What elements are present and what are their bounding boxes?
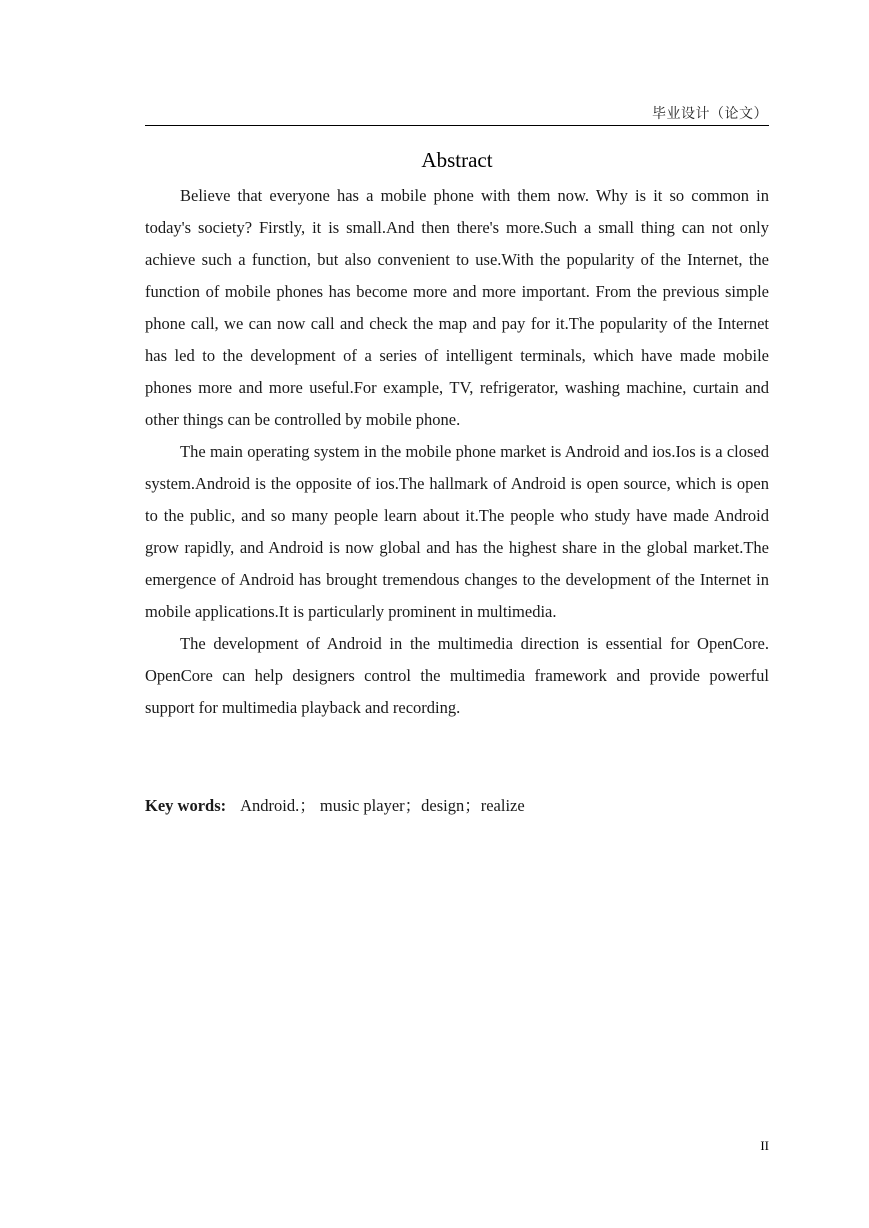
abstract-paragraph-2: The main operating system in the mobile phone market is Android and ios.Ios is a closed system.Android is the opposite of ios.The hallmark of Android is open source, which is open to the public, and so many people learn about it.The people who study have made Android grow rapidly, and Android is now global and has the highest share in the global market.The emergence of Android has brought tremendous changes to the development of the Internet in mobile applications.It is particularly prominent in multimedia. — [145, 442, 769, 621]
abstract-title: Abstract — [421, 148, 493, 172]
abstract-paragraph-3: The development of Android in the multimedia direction is essential for OpenCore. OpenCore can help designers control the multimedia framework and provide powerful support for multimedia playback and recording. — [145, 634, 769, 717]
page-number: II — [760, 1138, 769, 1153]
running-header: 毕业设计（论文） — [652, 106, 768, 122]
abstract-paragraph-1: Believe that everyone has a mobile phone with them now. Why is it so common in today's society? Firstly, it is small.And then there's more.Such a small thing can not only achieve such a function, but also convenient to use.With the popularity of the Internet, the function of mobile phones has become more and more important. From the previous simple phone call, we can now call and check the map and pay for it.The popularity of the Internet has led to the development of a series of intelligent terminals, which have made mobile phones more and more useful.For example, TV, refrigerator, washing machine, curtain and other things can be controlled by mobile phone. — [145, 186, 769, 429]
keywords-label: Key words: — [145, 796, 227, 815]
keywords-value: Android.； music player；design；realize — [240, 796, 525, 815]
abstract-body — [145, 180, 769, 724]
header-rule — [145, 125, 769, 126]
keywords-line — [145, 792, 769, 816]
